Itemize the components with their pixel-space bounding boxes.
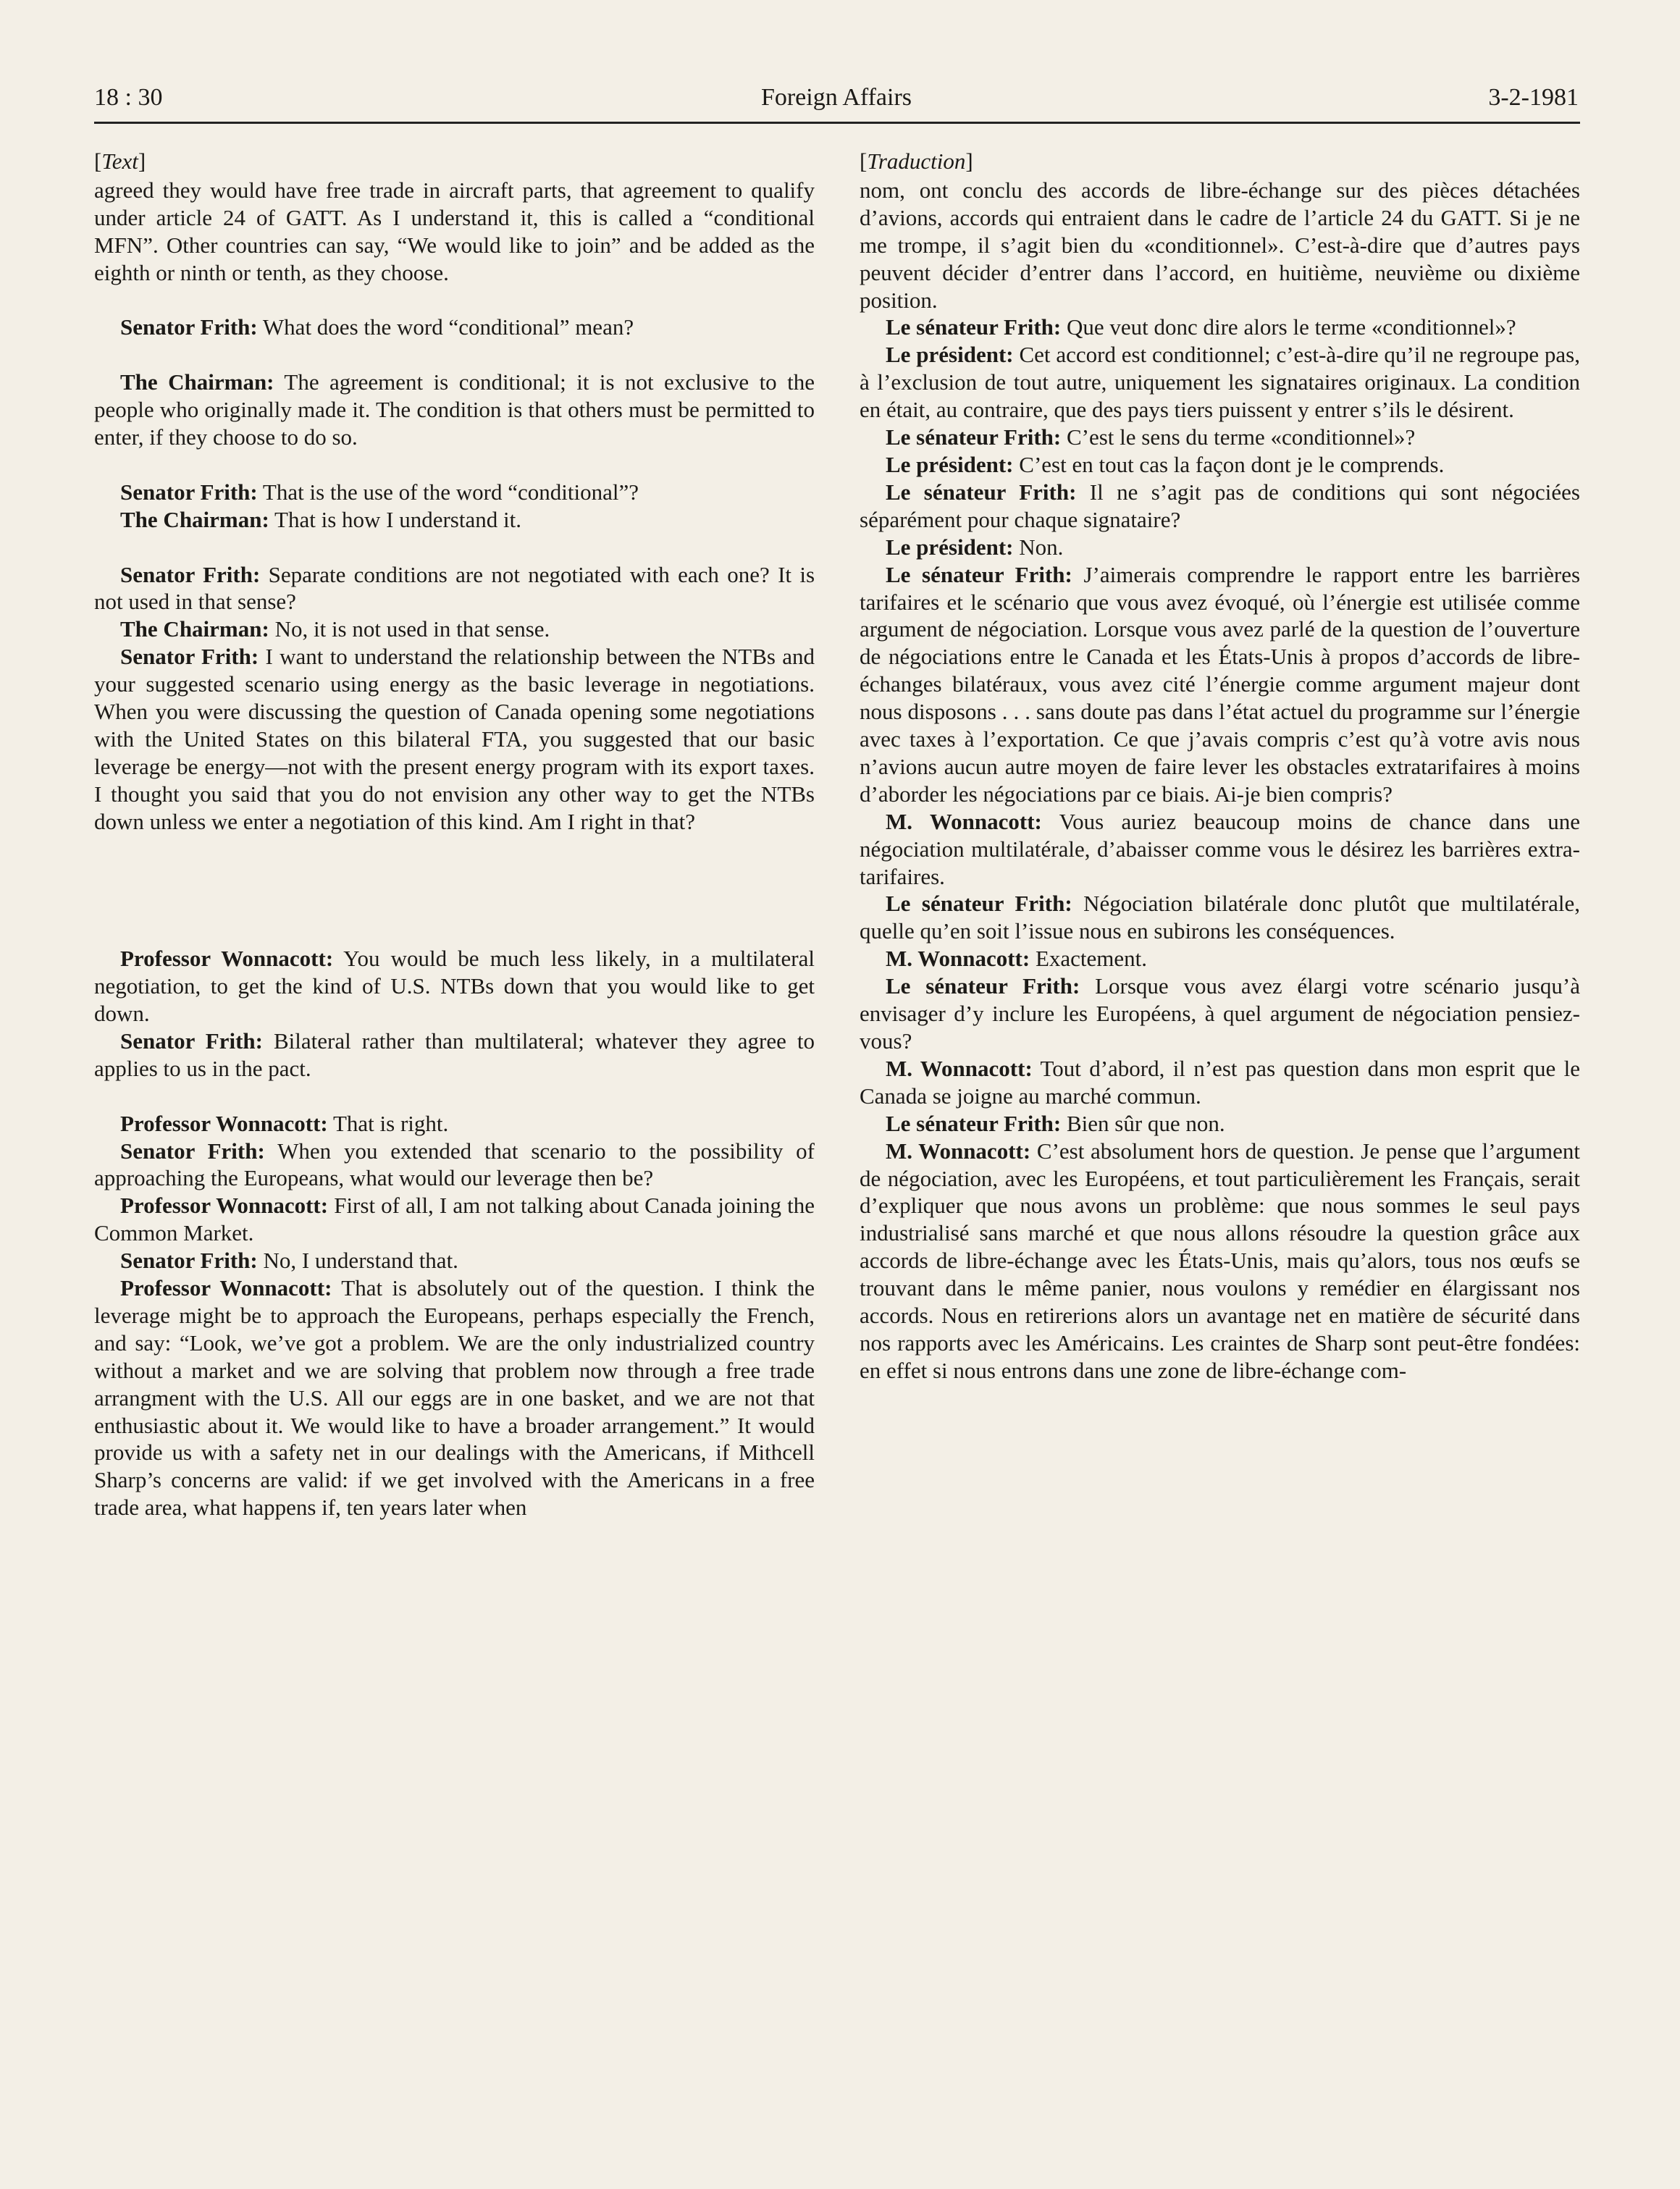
english-column-label: [Text] (94, 148, 146, 174)
speaker-name: Senator Frith: (120, 1248, 258, 1274)
speaker-name: Senator Frith: (120, 561, 261, 587)
speaker-name: Le président: (886, 534, 1014, 560)
transcript-paragraph (860, 808, 1580, 891)
speaker-name: Senator Frith: (120, 1028, 263, 1054)
speaker-name: The Chairman: (120, 616, 269, 642)
transcript-paragraph (860, 424, 1580, 451)
speaker-name: Le sénateur Frith: (886, 424, 1062, 450)
speaker-name: M. Wonnacott: (886, 808, 1042, 834)
speech-text: Separate conditions are not negotiated with each one? It is not used in that sense? (94, 561, 815, 615)
speech-text: agreed they would have free trade in aircraft parts, that agreement to qualify under article 24 of GATT. As I understand it, this is called a “conditional MFN”. Other countries can say, “We would like to join” and be added as the eighth or ninth or tenth, as they choose. (94, 177, 815, 285)
speaker-name: Professor Wonnacott: (120, 946, 334, 972)
speech-text: C’est en tout cas la façon dont je le comprends. (1019, 451, 1445, 477)
speech-text: Non. (1019, 534, 1064, 560)
page-header (94, 75, 1579, 119)
speaker-name: Senator Frith: (120, 1138, 265, 1164)
speech-text: That is how I understand it. (274, 506, 521, 532)
speech-text: No, I understand that. (263, 1248, 458, 1274)
transcript-paragraph (94, 561, 815, 616)
transcript-paragraph (94, 1192, 815, 1247)
speech-text: That is absolutely out of the question. I think the leverage might be to approach the Europeans, perhaps especially the French, and say: “Look, we’ve got a problem. We are the only industrialized country without a market and we are solving that problem now through a free trade arrangment with the U.S. All our eggs are in one basket, and we are not that enthusiastic about it. We would like to have a broader arrangement.” It would provide us with a safety net in our dealings with the Americans, if Mithcell Sharp’s concerns are valid: if we get involved with the Americans in a free trade area, what happens if, ten years later when (94, 1275, 815, 1521)
transcript-paragraph (94, 643, 815, 835)
speech-text: I want to understand the relationship between the NTBs and your suggested scenario using energy as the basic leverage in negotiations. When you were discussing the question of Canada opening some negotiations with the United States on this bilateral FTA, you suggested that our basic leverage be energy—not with the present energy program with its export taxes. I thought you said that you do not envision any other way to get the NTBs down unless we enter a negotiation of this kind. Am I right in that? (94, 644, 815, 834)
hearing-date: 3-2-1981 (1488, 84, 1579, 111)
speech-text: What does the word “conditional” mean? (262, 314, 634, 340)
speech-text: Cet accord est conditionnel; c’est-à-dire qu’il ne regroupe pas, à l’exclusion de tout autre, uniquement les signataires originaux. La condition en était, au contraire, que des pays tiers puissent y entrer s’ils le désirent. (860, 342, 1581, 423)
speech-text: That is the use of the word “conditional”? (262, 479, 639, 505)
transcript-paragraph (94, 1138, 815, 1193)
page-number: 18 : 30 (94, 84, 163, 111)
transcript-paragraph (860, 479, 1580, 534)
transcript-paragraph (94, 1110, 815, 1138)
transcript-paragraph (94, 945, 815, 1028)
speech-text: Bilateral rather than multilateral; whatever they agree to applies to us in the pact. (94, 1028, 815, 1081)
transcript-paragraph (860, 890, 1580, 945)
speech-text: When you extended that scenario to the possibility of approaching the Europeans, what would our leverage then be? (94, 1138, 815, 1191)
transcript-paragraph (94, 369, 815, 451)
speaker-name: Senator Frith: (120, 644, 259, 670)
speaker-name: Senator Frith: (120, 314, 258, 340)
speaker-name: Professor Wonnacott: (120, 1193, 329, 1219)
speaker-name: Le sénateur Frith: (886, 561, 1072, 587)
transcript-paragraph (94, 506, 815, 534)
speech-text: J’aimerais comprendre le rapport entre les barrières tarifaires et le scénario que vous avez évoqué, où l’énergie est utilisée comme argument de négociation. Lorsque vous avez parlé de la question de l’ouverture de négociations entre le Canada et les États-Unis à propos d’accords de libre-échanges bilatéraux, vous avez cité l’énergie comme argument majeur dont nous disposons . . . sans doute pas dans l’état actuel du programme sur l’énergie avec taxes à l’exportation. Ce que j’avais compris c’est qu’à votre avis nous n’avions aucun autre moyen de faire lever les obstacles extratarifaires à moins d’aborder les négociations par ce biais. Ai-je bien compris? (860, 561, 1581, 807)
speech-text: No, it is not used in that sense. (274, 616, 550, 642)
speaker-name: The Chairman: (120, 506, 269, 532)
header-rule (94, 122, 1580, 124)
english-transcript (94, 177, 815, 1521)
speech-text: Que veut donc dire alors le terme «conditionnel»? (1066, 314, 1516, 340)
speaker-name: Le président: (886, 451, 1014, 477)
transcript-paragraph (94, 1247, 815, 1274)
speech-text: C’est le sens du terme «conditionnel»? (1066, 424, 1416, 450)
speaker-name: Professor Wonnacott: (120, 1110, 328, 1136)
speech-text: C’est absolument hors de question. Je pense que l’argument de négociation, avec les Européens, et tout particulièrement les Français, serait d’expliquer que nous avons un problème: que nous sommes le seul pays industrialisé sans marché et que nous allons résoudre la question grâce aux accords de libre-échange avec les États-Unis, mais qu’alors, tous nos œufs se trouvant dans le même panier, nous voulons y remédier en élargissant nos accords. Nous en retirerions alors un avantage net en matière de sécurité dans nos rapports avec les Américains. Les craintes de Sharp sont peut-être fondées: en effet si nous entrons dans une zone de libre-échange com- (860, 1138, 1581, 1383)
english-column (94, 148, 815, 1521)
speech-text: Il ne s’agit pas de conditions qui sont négociées séparément pour chaque signataire? (860, 479, 1580, 532)
speech-text: You would be much less likely, in a multilateral negotiation, to get the kind of U.S. NTBs down that you would like to get down. (94, 946, 815, 1026)
speech-text: Exactement. (1035, 946, 1148, 972)
committee-title: Foreign Affairs (760, 84, 912, 111)
transcript-paragraph (860, 534, 1580, 561)
speech-text: First of all, I am not talking about Canada joining the Common Market. (94, 1193, 815, 1246)
transcript-paragraph (860, 1138, 1580, 1385)
transcript-paragraph (94, 1274, 815, 1521)
speaker-name: Senator Frith: (120, 479, 258, 505)
transcript-paragraph (860, 341, 1580, 424)
transcript-paragraph (94, 479, 815, 506)
speaker-name: Le sénateur Frith: (886, 891, 1072, 917)
transcript-paragraph (860, 945, 1580, 972)
transcript-paragraph (860, 451, 1580, 479)
french-column-label: [Traduction] (860, 148, 973, 174)
speech-text: Négociation bilatérale donc plutôt que multilatérale, quelle qu’en soit l’issue nous en subirons les conséquences. (860, 891, 1581, 944)
french-transcript (860, 177, 1580, 1385)
transcript-paragraph (94, 314, 815, 341)
speaker-name: M. Wonnacott: (886, 946, 1030, 972)
french-column (860, 148, 1580, 1385)
speaker-name: Le sénateur Frith: (886, 314, 1062, 340)
transcript-paragraph (94, 615, 815, 643)
speaker-name: Professor Wonnacott: (120, 1275, 332, 1301)
transcript-paragraph (94, 177, 815, 287)
transcript-paragraph (860, 1110, 1580, 1138)
speech-text: Tout d’abord, il n’est pas question dans mon esprit que le Canada se joigne au marché commun. (860, 1055, 1580, 1109)
transcript-paragraph (860, 314, 1580, 341)
speech-text: That is right. (332, 1110, 449, 1136)
speaker-name: M. Wonnacott: (886, 1055, 1033, 1081)
transcript-paragraph (860, 1055, 1580, 1110)
speaker-name: Le sénateur Frith: (886, 479, 1077, 505)
speaker-name: Le sénateur Frith: (886, 1110, 1062, 1136)
speech-text: The agreement is conditional; it is not exclusive to the people who originally made it. The condition is that others must be permitted to enter, if they choose to do so. (94, 369, 815, 450)
speaker-name: Le sénateur Frith: (886, 973, 1080, 999)
transcript-paragraph (860, 561, 1580, 808)
speech-text: Lorsque vous avez élargi votre scénario jusqu’à envisager d’y inclure les Européens, à quel argument de négociation pensiez-vous? (860, 973, 1581, 1054)
speech-text: Bien sûr que non. (1066, 1110, 1225, 1136)
speech-text: nom, ont conclu des accords de libre-échange sur des pièces détachées d’avions, accords qui entraient dans le cadre de l’article 24 du GATT. Si je ne me trompe, il s’agit bien du «conditionnel». C’est-à-dire que d’autres pays peuvent décider d’entrer dans l’accord, en huitième, neuvième ou dixième position. (860, 177, 1580, 313)
transcript-paragraph (860, 177, 1580, 314)
speaker-name: M. Wonnacott: (886, 1138, 1031, 1164)
transcript-paragraph (94, 1028, 815, 1083)
speech-text: Vous auriez beaucoup moins de chance dans une négociation multilatérale, d’abaisser comme vous le désirez les barrières extra-tarifaires. (860, 808, 1580, 889)
transcript-paragraph (860, 972, 1580, 1055)
speaker-name: The Chairman: (120, 369, 274, 395)
speaker-name: Le président: (886, 342, 1014, 368)
